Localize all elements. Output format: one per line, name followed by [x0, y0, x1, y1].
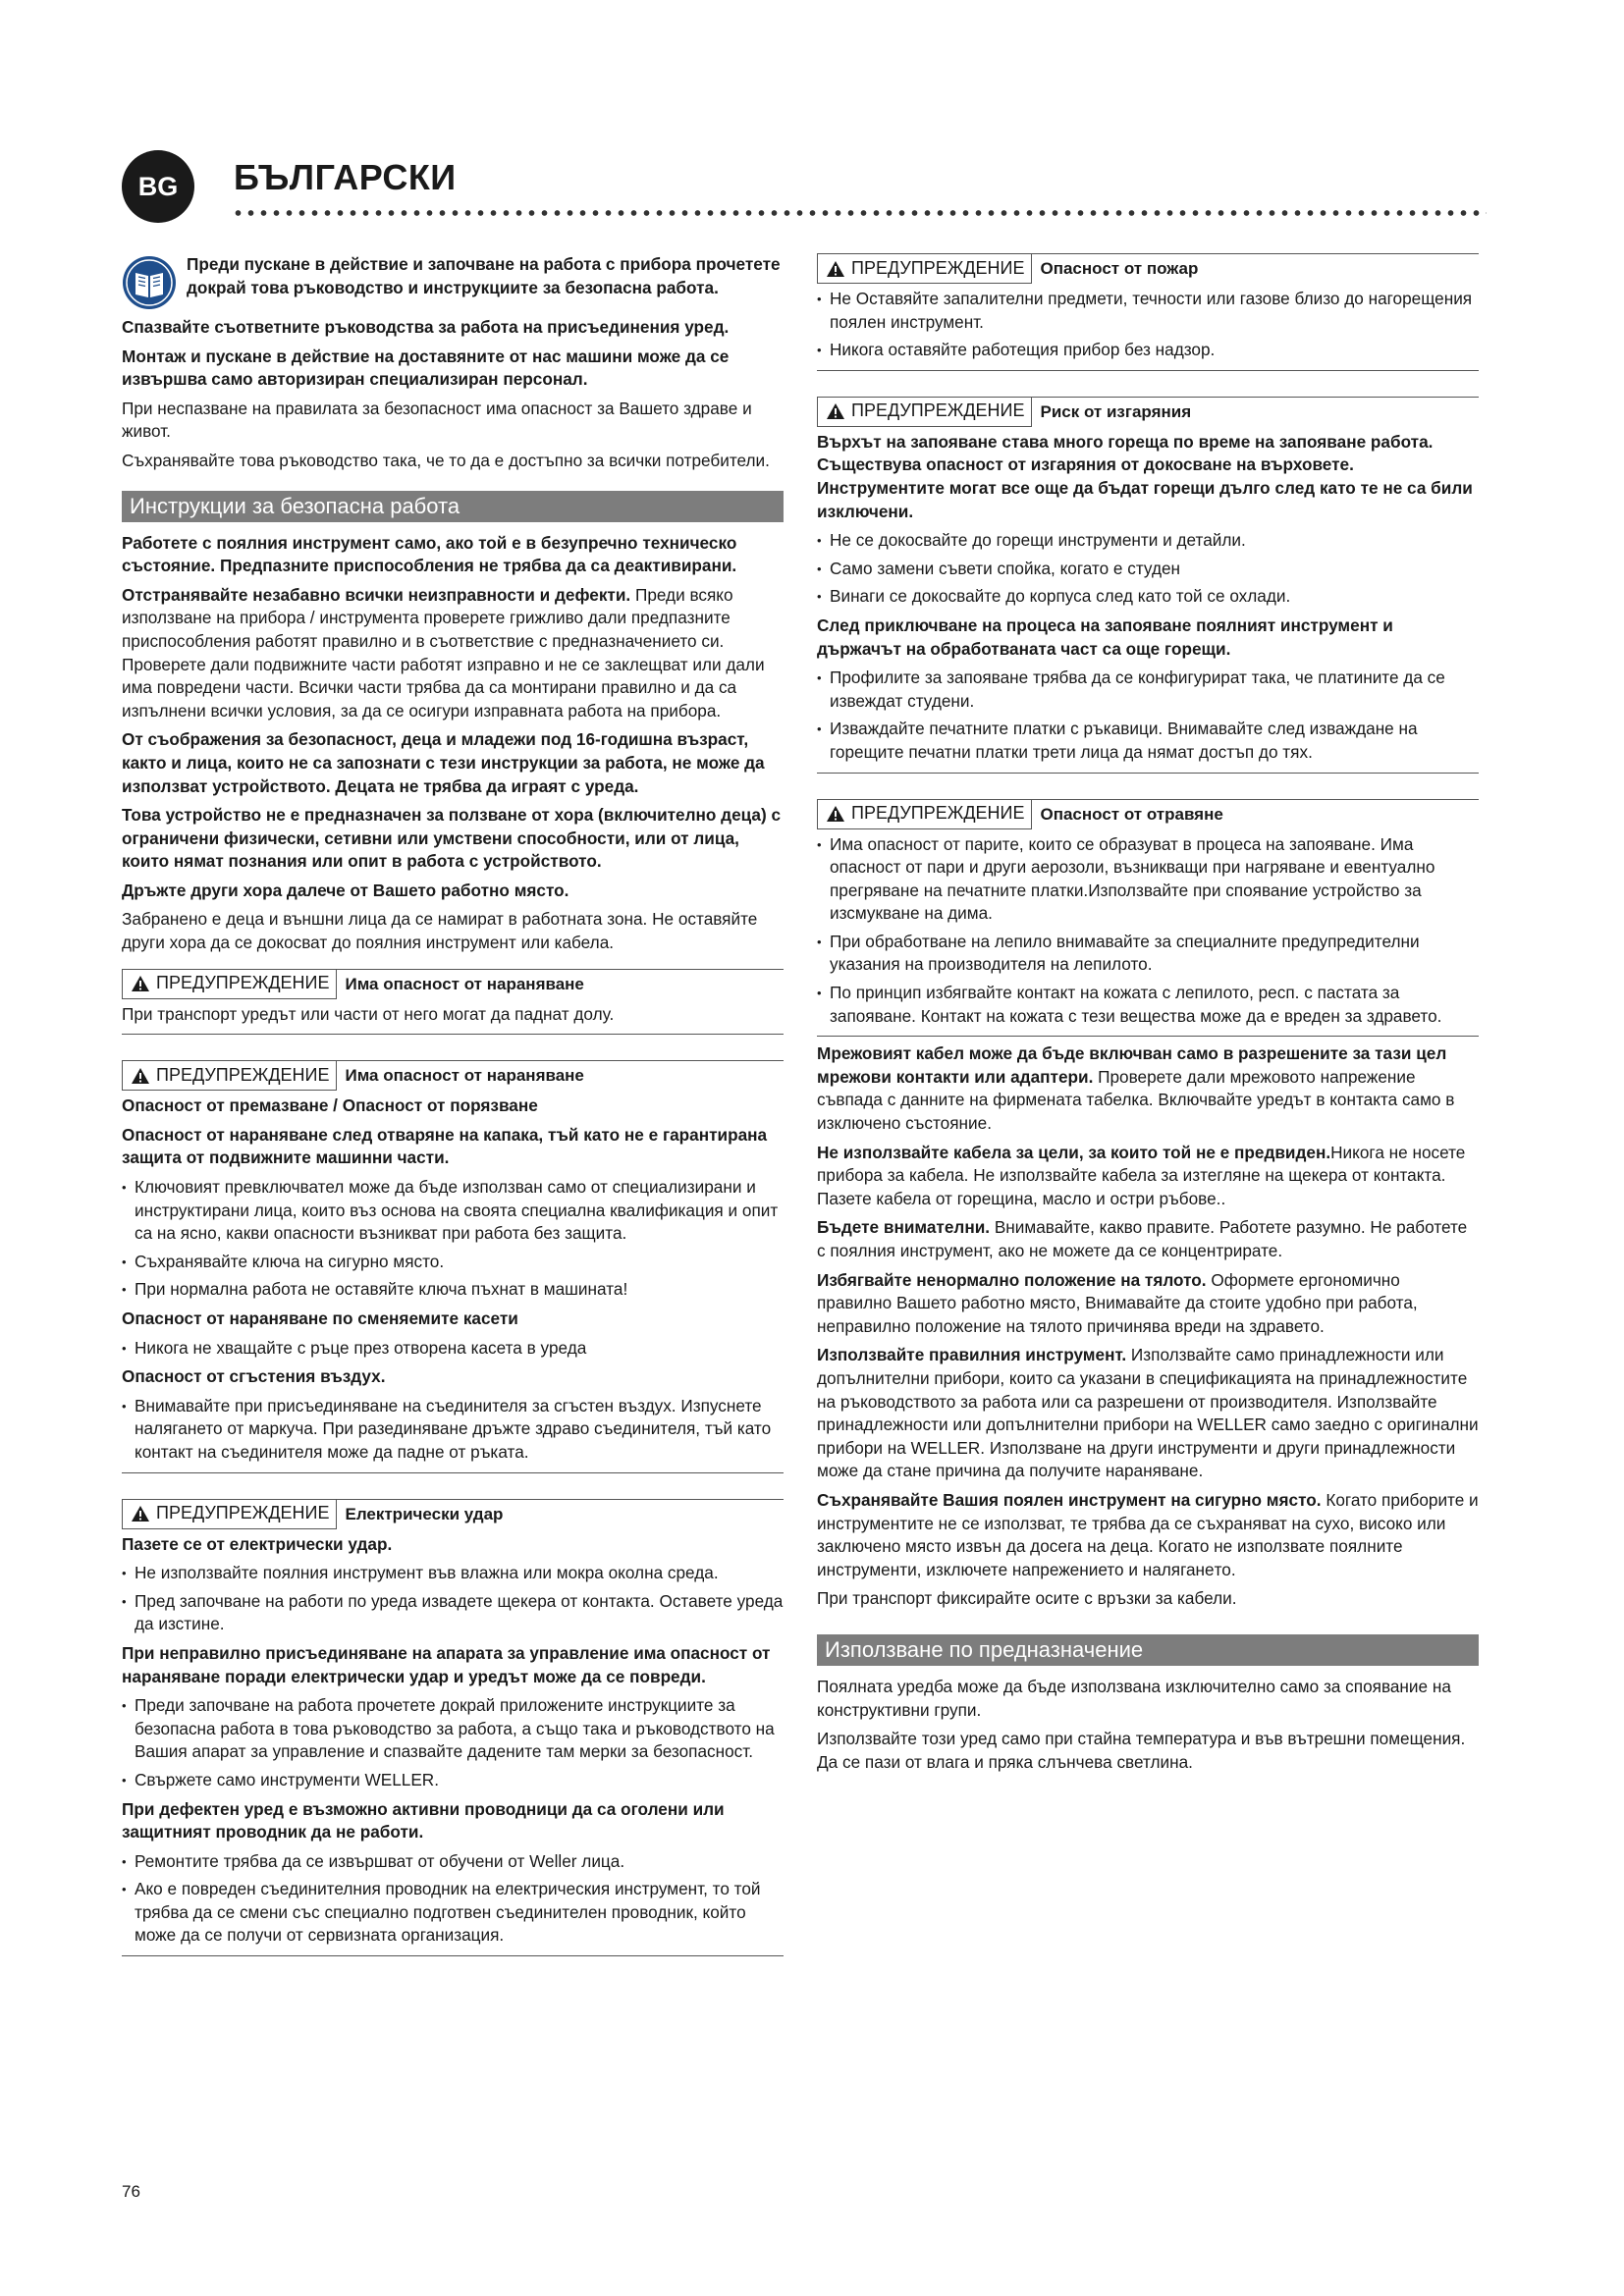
intended-use-p2: Използвайте този уред само при стайна температура и във вътрешни помещения. Да се пази от влага и пряка слънчева светлина. [817, 1729, 1466, 1772]
intro-p3: При неспазване на правилата за безопасност има опасност за Вашето здраве и живот. [122, 398, 752, 442]
warning-topic: Риск от изгаряния [1040, 401, 1192, 421]
warning-triangle-icon [826, 402, 845, 420]
warning-header-poison [817, 799, 1479, 829]
list-item: • Внимавайте при присъединяване на съединителя за сгъстен въздух. Изпуснете налягането от маркуча. При разединяване дръжте здраво съединителя, тъй като контакт на съединителя може да падне от ръката. [122, 1395, 784, 1465]
safety-p3: От съображения за безопасност, деца и младежи под 16-годишна възраст, както и лица, които не са запознати с тези инструкции за работа, не може да използват устройството. Децата не трябва да играят с уреда. [122, 729, 765, 796]
safety-p2: Отстранявайте незабавно всички неизправности и дефекти. Преди всяко използване на прибора / инструмента проверете грижливо дали предпазните приспособления работят правилно и в съответствие с предназначението си. Проверете дали подвижните части работят изправно и не се заклещват или дали има повредени части. Всички части трябва да са монтирани правилно и да са изпълнени всички условия, за да се осигури изправната работа на прибора. [122, 584, 765, 721]
bullet-list [122, 1337, 784, 1361]
list-item: • При обработване на лепило внимавайте за специалните предупредителни указания на производителя на лепилото. [817, 931, 1479, 977]
warning-label: ПРЕДУПРЕЖДЕНИЕ [156, 973, 330, 993]
intro-p2: Монтаж и пускане в действие на доставяните от нас машини може да се извършва само авторизиран специализиран персонал. [122, 346, 730, 390]
intended-use-p1: Поялната уредба може да бъде използвана изключително само за споявание на конструктивни групи. [817, 1676, 1451, 1720]
bullet-list [817, 288, 1479, 362]
divider [122, 1034, 784, 1035]
list-item: • Има опасност от парите, които се образуват в процеса на запояване. Има опасност от пари и други аерозоли, възникващи при нагряване и евентуално прегряване на печатните платки.Използвайте при споявание устройство за изсмукване на дима. [817, 833, 1479, 926]
right-column [817, 253, 1479, 1780]
bullet-list [122, 1395, 784, 1465]
body-paragraph: Бъдете внимателни. Внимавайте, какво правите. Работете разумно. Не работете с поялния инструмент, ако не можете да се концентрирате. [817, 1217, 1468, 1260]
list-item: • Само замени съвети спойка, когато е студен [817, 558, 1479, 581]
intro-lead: Преди пускане в действие и започване на работа с прибора прочетете докрай това ръководство и инструкциите за безопасна работа. [187, 254, 781, 297]
warning-topic: Опасност от отравяне [1040, 804, 1223, 824]
safety-p1: Работете с поялния инструмент само, ако той е в безупречно техническо състояние. Предпазните приспособления не трябва да са деактивирани. [122, 532, 737, 576]
warning-body: При транспорт уредът или части от него могат да паднат долу. [122, 1003, 615, 1024]
bullet-list [817, 529, 1479, 609]
dotted-divider [232, 209, 1487, 217]
warning-label: ПРЕДУПРЕЖДЕНИЕ [851, 257, 1025, 278]
warning-subhead: Опасност от нараняване по сменяемите касети [122, 1308, 518, 1328]
list-item: • Не се докосвайте до горещи инструменти и детайли. [817, 529, 1479, 553]
warning-lead: Върхът на запояване става много гореща по време на запояване работа. Съществува опасност от изгаряния от докосване на върховете. Инструментите могат все още да бъдат горещи дълго след като те не са били изключени. [817, 431, 1473, 521]
list-item: • Ако е повреден съединителния проводник на електрическия инструмент, то той трябва да се смени със специално подготвен съединителен проводник, който може да се получи от сервизната организация. [122, 1878, 784, 1948]
warning-subhead: Опасност от нараняване след отваряне на капака, тъй като не е гарантирана защита от подвижните машинни части. [122, 1124, 768, 1168]
warning-header-injury-2 [122, 1060, 784, 1091]
list-item: • Преди започване на работа прочетете докрай приложените инструкциите за безопасна работа в това ръководство за работа, а също така и ръководството на Вашия апарат за управление и спазвайте дадените там мерки за безопасност. [122, 1694, 784, 1764]
warning-subhead: При дефектен уред е възможно активни проводници да са оголени или защитният проводник да не работи. [122, 1798, 725, 1842]
warning-subhead: При неправилно присъединяване на апарата за управление има опасност от нараняване поради електрически удар и уредът може да се повреди. [122, 1642, 771, 1686]
body-paragraph: Не използвайте кабела за цели, за които той не е предвиден.Никога не носете прибора за кабела. Не използвайте кабела за изтегляне на щекера от контакта. Пазете кабела от горещина, масло и остри ръбове.. [817, 1142, 1466, 1208]
book-icon [122, 255, 177, 310]
left-column [122, 253, 784, 1962]
body-paragraph: При транспорт фиксирайте осите с връзки за кабели. [817, 1588, 1237, 1609]
bullet-list [817, 667, 1479, 764]
section-safety-title: Инструкции за безопасна работа [122, 491, 784, 522]
warning-topic: Има опасност от нараняване [345, 974, 584, 993]
warning-header-electric [122, 1499, 784, 1529]
list-item: • При нормална работа не оставяйте ключа пъхнат в машината! [122, 1278, 784, 1302]
warning-topic: Опасност от пожар [1040, 259, 1199, 279]
list-item: • Ремонтите трябва да се извършват от обучени от Weller лица. [122, 1850, 784, 1874]
divider [817, 1036, 1479, 1037]
list-item: • По принцип избягвайте контакт на кожата с лепилото, респ. с пастата за запояване. Контакт на кожата с тези вещества може да е вреден за здравето. [817, 982, 1479, 1028]
list-item: • Никога не хващайте с ръце през отворена касета в уреда [122, 1337, 784, 1361]
warning-subhead: Пазете се от електрически удар. [122, 1533, 393, 1554]
list-item: • Не използвайте поялния инструмент във влажна или мокра околна среда. [122, 1562, 784, 1585]
warning-label: ПРЕДУПРЕЖДЕНИЕ [156, 1503, 330, 1523]
warning-label: ПРЕДУПРЕЖДЕНИЕ [851, 803, 1025, 824]
safety-p4: Това устройство не е предназначен за ползване от хора (включително деца) с ограничени физически, сетивни или умствени способности, или от лица, които нямат познания или опит в работа с устройството. [122, 805, 782, 872]
warning-triangle-icon [826, 260, 845, 278]
list-item: • Никога оставяйте работещия прибор без надзор. [817, 339, 1479, 362]
section-intended-use-title: Използване по предназначение [817, 1634, 1479, 1666]
warning-topic: Има опасност от нараняване [345, 1066, 584, 1086]
bullet-list [122, 1694, 784, 1791]
warning-label: ПРЕДУПРЕЖДЕНИЕ [851, 400, 1025, 421]
warning-header-injury-1 [122, 969, 784, 999]
warning-triangle-icon [131, 975, 150, 992]
body-paragraph: Мрежовият кабел може да бъде включван само в разрешените за тази цел мрежови контакти или адаптери. Проверете дали мрежовото напрежение съвпада с данните на фирмената табелка. Включвайте уредът в контакта само в изключено състояние. [817, 1043, 1455, 1134]
list-item: • Изваждайте печатните платки с ръкавици. Внимавайте след изваждане на горещите печатни платки трети лица да нямат достъп до тях. [817, 718, 1479, 764]
warning-header-fire [817, 253, 1479, 284]
warning-subhead: Опасност от сгъстения въздух. [122, 1366, 386, 1387]
warning-triangle-icon [131, 1067, 150, 1085]
list-item: • Пред започване на работи по уреда извадете щекера от контакта. Оставете уреда да изстине. [122, 1590, 784, 1636]
warning-label: ПРЕДУПРЕЖДЕНИЕ [156, 1064, 330, 1085]
bullet-list [122, 1176, 784, 1302]
warning-header-burn [817, 397, 1479, 427]
divider [817, 773, 1479, 774]
bullet-list [817, 833, 1479, 1029]
warning-lead: След приключване на процеса на запояване поялният инструмент и държачът на обработваната част са още горещи. [817, 614, 1393, 659]
list-item: • Свържете само инструменти WELLER. [122, 1769, 784, 1792]
read-manual-notice [122, 253, 784, 310]
divider [122, 1472, 784, 1473]
language-badge: BG [122, 150, 194, 223]
language-title: БЪЛГАРСКИ [234, 157, 457, 197]
divider [122, 1955, 784, 1956]
warning-subhead: Опасност от премазване / Опасност от порязване [122, 1095, 538, 1116]
page-number: 76 [122, 2182, 140, 2201]
body-paragraph: Съхранявайте Вашия поялен инструмент на сигурно място. Когато приборите и инструментите не се използват, те трябва да се съхраняват на сухо, високо или заключено място извън да досега на деца. Когато не използвате поялните инструменти, изключете напрежението и наляганeто. [817, 1489, 1479, 1579]
list-item: • Не Оставяйте запалителни предмети, течности или газове близо до нагорещения поялен инструмент. [817, 288, 1479, 334]
body-paragraph: Избягвайте ненормално положение на тялото. Оформете ергономично правилно Вашето работно място, Внимавайте да стоите удобно при работа, неправилно положение на тялото причинява вреди на здравето. [817, 1269, 1418, 1336]
intro-p1: Спазвайте съответните ръководства за работа на присъединения уред. [122, 317, 730, 337]
bullet-list [122, 1562, 784, 1636]
list-item: • Винаги се докосвайте до корпуса след като той се охлади. [817, 585, 1479, 609]
list-item: • Съхранявайте ключа на сигурно място. [122, 1251, 784, 1274]
warning-topic: Електрически удар [345, 1504, 504, 1523]
divider [817, 370, 1479, 371]
safety-p5: Дръжте други хора далече от Вашето работно място. [122, 880, 569, 900]
warning-triangle-icon [131, 1505, 150, 1522]
intro-p4: Съхранявайте това ръководство така, че то да е достъпно за всички потребители. [122, 450, 770, 470]
body-paragraph: Използвайте правилния инструмент. Използвайте само принадлежности или допълнителни прибори, които са указани в спецификацията на принадлежностите на ръководството за работа или са разрешени от производителя. Използвайте принадлежности или допълнителни прибори на WELLER само заедно с оригинални прибори на WELLER. Използване на други инструменти и други принадлежности може да стане причина да получите нараняване. [817, 1345, 1479, 1481]
safety-p6: Забранено е деца и външни лица да се намират в работната зона. Не оставяйте други хора да се докосват до поялния инструмент или кабела. [122, 909, 758, 953]
warning-triangle-icon [826, 805, 845, 823]
list-item: • Профилите за запояване трябва да се конфигурират така, че платините да се извеждат студени. [817, 667, 1479, 713]
bullet-list [122, 1850, 784, 1948]
list-item: • Ключовият превключвател може да бъде използван само от специализирани и инструктирани лица, които въз основа на своята специална квалификация и опит са на ясно, какви опасности възникват при работа без защита. [122, 1176, 784, 1246]
